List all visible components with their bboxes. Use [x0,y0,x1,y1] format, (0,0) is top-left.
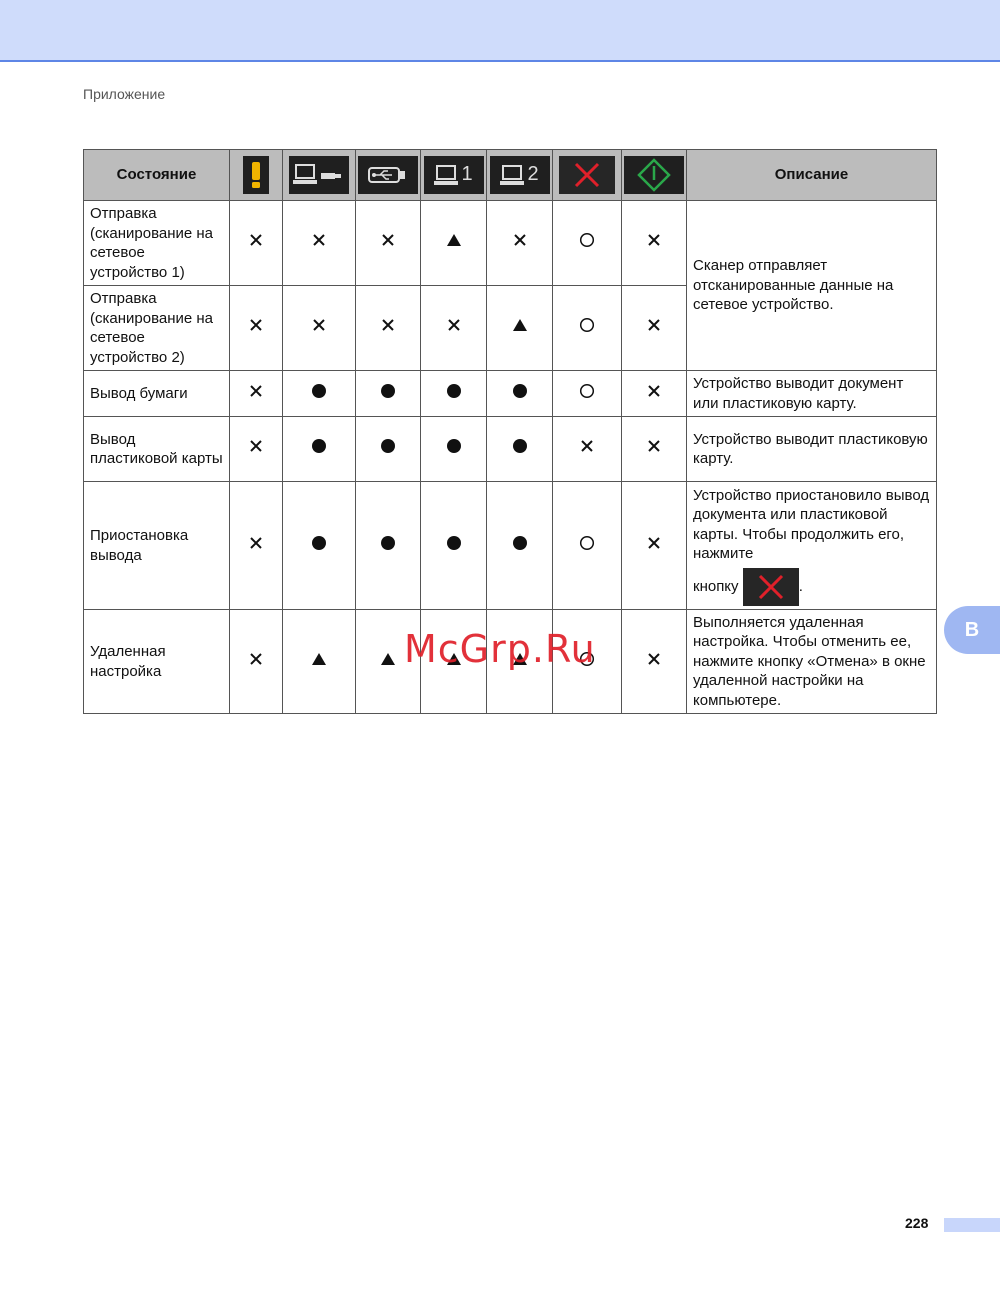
table-row [84,417,937,482]
status-on-symbol [356,371,421,417]
table-row [84,482,937,610]
status-off-symbol [230,482,283,610]
page-number-bar [944,1218,1000,1232]
cancel-icon [559,156,615,194]
status-on-symbol [421,371,487,417]
description-cell: Устройство выводит пластиковую карту. [687,417,937,482]
warning-icon [243,156,269,194]
table-row [84,201,937,286]
status-on-symbol [283,482,356,610]
watermark: McGrp.Ru [404,627,596,671]
status-on-symbol [487,482,553,610]
status-off-symbol [622,201,687,286]
description-button-prefix: кнопку [693,577,739,595]
description-cell: Устройство выводит документ или пластиковую карту. [687,371,937,417]
inline-cancel-icon [743,568,799,606]
status-blink-symbol [487,286,553,371]
status-on-symbol [283,371,356,417]
status-ring-symbol [553,286,622,371]
status-on-symbol [487,371,553,417]
description-header: Описание [687,150,937,201]
status-off-symbol [622,371,687,417]
state-cell: Вывод пластиковой карты [84,417,230,482]
state-cell: Приостановка вывода [84,482,230,610]
description-text: Устройство приостановило вывод документа или пластиковой карты. Чтобы продолжить его, нажмите [693,486,930,562]
status-off-symbol [622,482,687,610]
status-off-symbol [622,286,687,371]
status-on-symbol [356,482,421,610]
header-row [84,150,937,201]
state-cell: Вывод бумаги [84,371,230,417]
status-off-symbol [553,417,622,482]
status-on-symbol [283,417,356,482]
pc-2-label: 2 [527,163,539,186]
state-cell: Отправка (сканирование на сетевое устройство 1) [84,201,230,286]
pc-scan-to-usb-icon [289,156,349,194]
status-on-symbol [356,417,421,482]
usb-icon [358,156,418,194]
status-off-symbol [230,610,283,714]
state-header: Состояние [84,150,230,201]
section-title: Приложение [83,86,166,102]
pc-1-icon [424,156,484,194]
description-suffix: . [798,577,803,595]
status-off-symbol [356,201,421,286]
state-cell: Удаленная настройка [84,610,230,714]
status-blink-symbol [421,201,487,286]
pc-2-icon [490,156,550,194]
status-off-symbol [230,286,283,371]
status-off-symbol [283,201,356,286]
status-on-symbol [421,417,487,482]
status-on-symbol [487,417,553,482]
status-off-symbol [487,201,553,286]
status-off-symbol [230,417,283,482]
table-row [84,371,937,417]
status-blink-symbol [283,610,356,714]
status-ring-symbol [553,482,622,610]
appendix-tab[interactable]: B [944,606,1000,654]
description-cell: Сканер отправляет отсканированные данные на сетевое устройство. [687,201,937,371]
status-off-symbol [230,201,283,286]
status-ring-symbol [553,371,622,417]
state-cell: Отправка (сканирование на сетевое устройство 2) [84,286,230,371]
status-off-symbol [421,286,487,371]
page-number: 228 [905,1215,929,1231]
status-on-symbol [421,482,487,610]
status-off-symbol [356,286,421,371]
description-cell: Выполняется удаленная настройка. Чтобы отменить ее, нажмите кнопку «Отмена» в окне удаленной настройки на компьютере. [687,610,937,714]
top-band [0,0,1000,62]
status-ring-symbol [553,201,622,286]
status-off-symbol [283,286,356,371]
status-off-symbol [622,610,687,714]
pc-1-label: 1 [461,163,473,186]
status-off-symbol [622,417,687,482]
status-off-symbol [230,371,283,417]
description-cell [687,482,937,610]
start-icon [624,156,684,194]
